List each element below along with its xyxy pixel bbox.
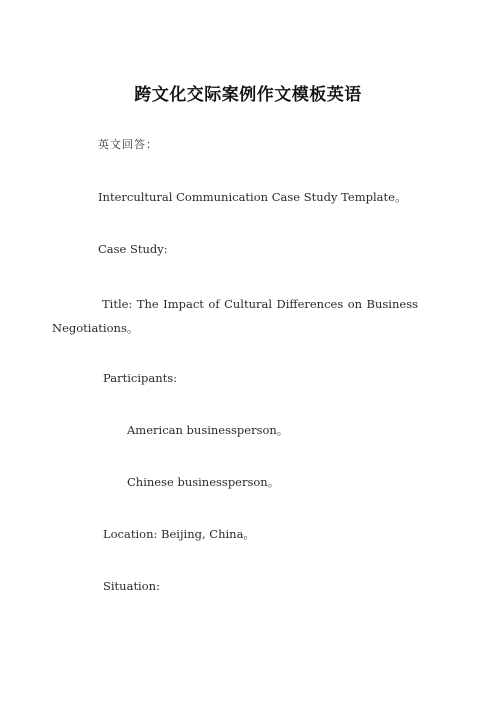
paragraph-english-answer-heading: 英文回答： xyxy=(98,138,158,151)
participant-item-american: American businessperson。 xyxy=(127,423,289,437)
paragraph-situation-label: Situation: xyxy=(103,579,160,593)
paragraph-location: Location: Beijing, China。 xyxy=(103,527,255,541)
paragraph-case-title: Title: The Impact of Cultural Differences on Business Negotiations。 xyxy=(52,297,418,335)
participant-item-chinese: Chinese businessperson。 xyxy=(127,475,280,489)
paragraph-template-title: Intercultural Communication Case Study Template。 xyxy=(98,190,407,204)
paragraph-participants-label: Participants: xyxy=(103,371,178,385)
paragraph-case-study-label: Case Study: xyxy=(98,242,168,256)
document-title: 跨文化交际案例作文模板英语 xyxy=(134,85,362,105)
